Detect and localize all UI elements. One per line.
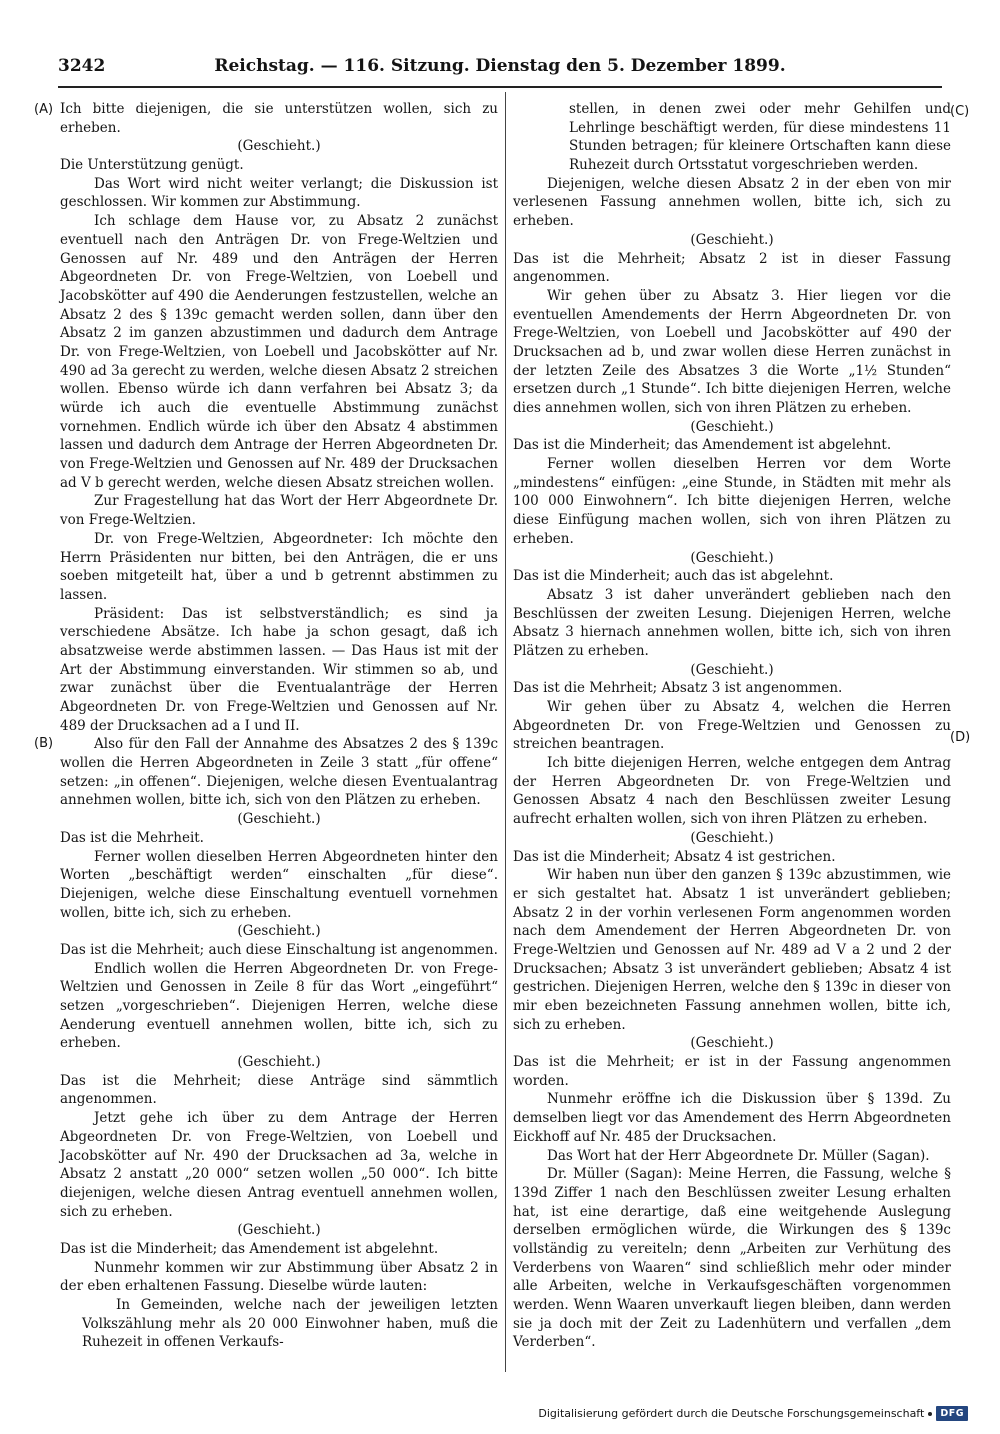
paragraph: Jetzt gehe ich über zu dem Antrage der Herren Abgeordneten Dr. von Frege-Weltzien, von Loebell und Jacobskötter auf Nr. 490 der Drucksachen ad 3a, welche in Absatz 2 anstatt „20 000“ setzen wollen „50 000“. Ich bitte diejenigen, welche diesen Antrag eventuell annehmen wollen, sich zu erheben. <box>60 1110 498 1220</box>
bullet-icon <box>928 1412 932 1416</box>
margin-mark-c: (C) <box>950 104 970 119</box>
column-divider <box>505 92 506 1372</box>
paragraph: Das Wort wird nicht weiter verlangt; die Diskussion ist geschlossen. Wir kommen zur Abstimmung. <box>60 175 498 211</box>
paragraph: Das ist die Mehrheit; Absatz 3 ist angenommen. <box>513 680 843 697</box>
paragraph: Absatz 3 ist daher unverändert geblieben nach den Beschlüssen der zweiten Lesung. Diejenigen Herren, welche Absatz 3 hiernach annehmen wollen, bitte ich, sich von ihren Plätzen zu erheben. <box>513 586 951 659</box>
paragraph: Diejenigen, welche diesen Absatz 2 in der eben von mir verlesenen Fassung annehmen wollen, bitte ich, sich zu erheben. <box>513 175 951 230</box>
paragraph: Ich bitte diejenigen, die sie unterstützen wollen, sich zu erheben. <box>60 101 498 136</box>
paragraph: Das ist die Mehrheit; auch diese Einschaltung ist angenommen. <box>60 941 498 958</box>
paragraph: Präsident: Das ist selbstverständlich; es sind ja verschiedene Absätze. Ich habe ja schon gesagt, daß ich absatzweise werde abstimmen lassen. — Das Haus ist mit der Art der Abstimmung einverstanden. Wir stimmen so ab, und zwar zunächst über die Eventualanträge der Herren Abgeordneten Dr. von Frege-Weltzien und Genossen auf Nr. 489 der Drucksachen ad a I und II. <box>60 605 498 734</box>
left-column <box>60 100 498 1352</box>
stage-direction: (Geschieht.) <box>237 138 321 155</box>
stage-direction: (Geschieht.) <box>237 923 321 940</box>
paragraph: Das ist die Minderheit; Absatz 4 ist gestrichen. <box>513 848 836 865</box>
margin-mark-d: (D) <box>950 730 971 745</box>
stage-direction: (Geschieht.) <box>690 418 774 435</box>
paragraph: Das ist die Mehrheit. <box>60 829 204 846</box>
margin-mark-b: (B) <box>34 736 54 751</box>
paragraph: In Gemeinden, welche nach der jeweiligen letzten Volkszählung mehr als 20 000 Einwohner haben, muß die Ruhezeit in offenen Verkaufs- <box>82 1297 498 1351</box>
paragraph: Wir gehen über zu Absatz 4, welchen die Herren Abgeordneten Dr. von Frege-Weltzien und Genossen zu streichen beantragen. <box>513 699 951 753</box>
paragraph: Ich schlage dem Hause vor, zu Absatz 2 zunächst eventuell nach den Anträgen Dr. von Frege-Weltzien und Genossen auf Nr. 489 und den Anträgen der Herren Abgeordneten Dr. von Frege-Weltzien, von Loebell und Jacobskötter auf 490 die Aenderungen festzustellen, welche an Absatz 2 des § 139c gemacht werden sollen, dann über den Absatz 2 im ganzen abzustimmen und dadurch dem Antrage Dr. von Frege-Weltzien, von Loebell und Jacobskötter auf Nr. 490 ad 3a gerecht zu werden, welche diesen Absatz 2 streichen wollen. Ebenso würde ich dann verfahren bei Absatz 3; da würde ich auch die eventuelle Abstimmung zunächst vornehmen. Endlich würde ich über den Absatz 4 abstimmen lassen und dadurch dem Antrage der Herren Abgeordneten Dr. von Frege-Weltzien und Genossen auf Nr. 489 der Drucksachen ad V b gerecht werden, welche diesen Absatz streichen wollen. <box>60 213 498 491</box>
paragraph: Wir haben nun über den ganzen § 139c abzustimmen, wie er sich gestaltet hat. Absatz 1 ist unverändert geblieben; Absatz 2 in der vorhin verlesenen Form angenommen worden nach dem Amendement der Herren Abgeordneten Dr. von Frege-Weltzien und Genossen auf Nr. 489 ad V a 2 und 2 der Drucksachen; Absatz 3 ist unverändert geblieben; Absatz 4 ist gestrichen. Diejenigen Herren, welche den § 139c in dieser von mir eben bezeichneten Fassung annehmen wollen, bitte ich, sich zu erheben. <box>513 867 951 1033</box>
stage-direction: (Geschieht.) <box>690 549 774 566</box>
paragraph: Die Unterstützung genügt. <box>60 157 244 174</box>
paragraph: Das ist die Minderheit; auch das ist abgelehnt. <box>513 568 834 585</box>
right-column <box>513 100 951 1352</box>
page-number: 3242 <box>58 56 106 76</box>
paragraph: Ferner wollen dieselben Herren Abgeordneten hinter den Worten „beschäftigt werden“ einschalten „für diese“. Diejenigen, welche diese Einschaltung eventuell vornehmen wollen, bitte ich, sich zu erheben. <box>60 848 498 921</box>
stage-direction: (Geschieht.) <box>690 829 774 846</box>
page-title: Reichstag. — 116. Sitzung. Dienstag den 5. Dezember 1899. <box>214 56 786 76</box>
paragraph: Dr. Müller (Sagan): Meine Herren, die Fassung, welche § 139d Ziffer 1 nach den Beschlüssen zweiter Lesung erhalten hat, ist eine derartige, daß eine weitgehende Auslegung derselben ermöglichen würde, die Wirkungen des § 139c vollständig zu vereiteln; denn „Arbeiten zur Verhütung des Verderbens von Waaren“ sind schließlich mehr oder minder alle Arbeiten, welche in Verkaufsgeschäften vorgenommen werden. Wenn Waaren unverkauft liegen bleiben, dann werden sie ja doch mit der Zeit zu Ladenhütern und verfallen „dem Verderben“. <box>513 1166 951 1351</box>
page-header <box>58 56 942 82</box>
stage-direction: (Geschieht.) <box>237 811 321 828</box>
footer-text: Digitalisierung gefördert durch die Deutsche Forschungsgemeinschaft <box>538 1407 925 1420</box>
stage-direction: (Geschieht.) <box>690 1035 774 1052</box>
stage-direction: (Geschieht.) <box>690 661 774 678</box>
paragraph: Also für den Fall der Annahme des Absatzes 2 des § 139c wollen die Herren Abgeordneten in Zeile 3 statt „für offene“ setzen: „in offenen“. Diejenigen, welche diesen Eventualantrag annehmen wollen, bitte ich, sich von den Plätzen zu erheben. <box>60 736 498 809</box>
page-footer <box>538 1406 968 1421</box>
paragraph: Das ist die Mehrheit; er ist in der Fassung angenommen worden. <box>513 1054 951 1089</box>
paragraph: Das ist die Mehrheit; Absatz 2 ist in dieser Fassung angenommen. <box>513 250 951 286</box>
paragraph: Nunmehr eröffne ich die Diskussion über § 139d. Zu demselben liegt vor das Amendement des Herrn Abgeordneten Eickhoff auf Nr. 485 der Drucksachen. <box>513 1091 951 1145</box>
header-rule <box>58 86 942 88</box>
paragraph: Wir gehen über zu Absatz 3. Hier liegen vor die eventuellen Amendements der Herrn Abgeordneten Dr. von Frege-Weltzien, von Loebell und Jacobskötter auf 490 der Drucksachen ad b, und zwar wollen diese Herren zunächst in der letzten Zeile des Absatzes 3 die Worte „1½ Stunden“ ersetzen durch „1 Stunde“. Ich bitte diejenigen Herren, welche dies annehmen wollen, sich von ihren Plätzen zu erheben. <box>513 287 951 416</box>
paragraph: Ich bitte diejenigen Herren, welche entgegen dem Antrag der Herren Abgeordneten Dr. von Frege-Weltzien und Genossen Absatz 4 nach den Beschlüssen zweiter Lesung aufrecht erhalten wollen, sich von ihren Plätzen zu erheben. <box>513 755 951 828</box>
paragraph: Das Wort hat der Herr Abgeordnete Dr. Müller (Sagan). <box>547 1147 930 1164</box>
paragraph: stellen, in denen zwei oder mehr Gehilfen und Lehrlinge beschäftigt werden, für diese mindestens 11 Stunden betragen; für kleinere Ortschaften kann diese Ruhezeit durch Ortsstatut vorgeschrieben werden. <box>569 101 951 174</box>
paragraph: Das ist die Minderheit; das Amendement ist abgelehnt. <box>513 437 892 454</box>
paragraph: Ferner wollen dieselben Herren vor dem Worte „mindestens“ einfügen: „eine Stunde, in Städten mit mehr als 100 000 Einwohnern“. Ich bitte diejenigen Herren, welche diese Einfügung machen wollen, sich von ihren Plätzen zu erheben. <box>513 456 951 547</box>
paragraph: Das ist die Minderheit; das Amendement ist abgelehnt. <box>60 1240 439 1257</box>
paragraph: Zur Fragestellung hat das Wort der Herr Abgeordnete Dr. von Frege-Weltzien. <box>60 493 498 529</box>
margin-mark-a: (A) <box>34 102 54 117</box>
stage-direction: (Geschieht.) <box>237 1054 321 1071</box>
paragraph: Das ist die Mehrheit; diese Anträge sind sämmtlich angenommen. <box>60 1072 498 1108</box>
paragraph: Endlich wollen die Herren Abgeordneten Dr. von Frege-Weltzien und Genossen in Zeile 8 für das Wort „eingeführt“ setzen „vorgeschrieben“. Diejenigen Herren, welche diese Aenderung eventuell annehmen wollen, bitte ich, sich zu erheben. <box>60 960 498 1052</box>
stage-direction: (Geschieht.) <box>237 1222 321 1239</box>
stage-direction: (Geschieht.) <box>690 231 774 248</box>
paragraph: Dr. von Frege-Weltzien, Abgeordneter: Ich möchte den Herrn Präsidenten nur bitten, bei den Anträgen, die er uns soeben mitgeteilt hat, über a und b getrennt abstimmen zu lassen. <box>60 530 498 603</box>
dfg-logo: DFG <box>936 1406 968 1421</box>
paragraph: Nunmehr kommen wir zur Abstimmung über Absatz 2 in der eben erhaltenen Fassung. Dieselbe würde lauten: <box>60 1259 498 1295</box>
